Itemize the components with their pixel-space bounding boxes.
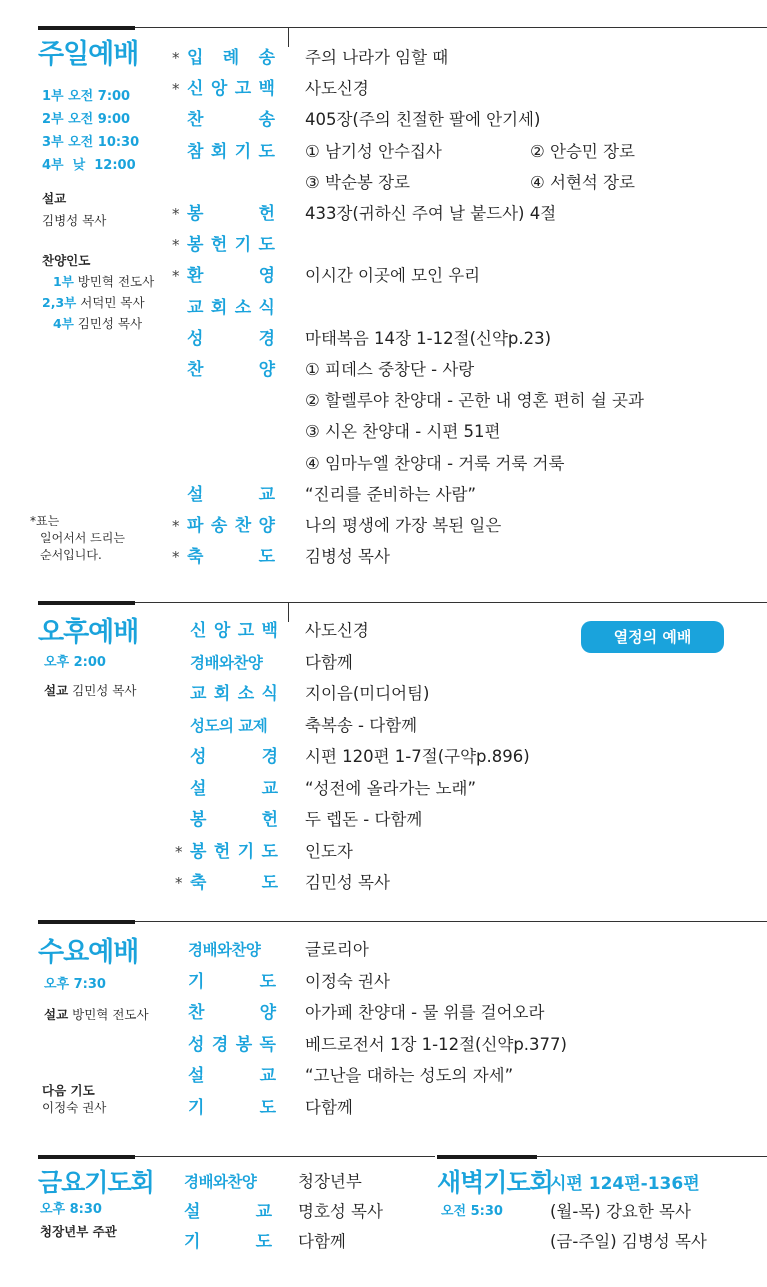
dawn-top-rule — [437, 1155, 537, 1159]
sunday-order-value: ③ 시온 찬양대 - 시편 51편 — [305, 422, 501, 442]
friday-order-label: 기 도 — [184, 1232, 272, 1252]
sunday-order-row — [0, 138, 767, 168]
friday-order-label: 경배와찬양 — [184, 1173, 257, 1191]
friday-thin-rule — [135, 1156, 435, 1157]
sunday-order-label: 봉 헌 — [187, 204, 275, 224]
wednesday-order-value: 다함께 — [305, 1097, 353, 1117]
sunday-order-value: ③ 박순봉 장로 — [305, 172, 410, 192]
sunday-order-value: ① 남기성 안수집사 — [305, 141, 442, 161]
wednesday-order-label: 설 교 — [188, 1066, 276, 1086]
afternoon-order-row — [0, 712, 767, 742]
afternoon-order-row — [0, 869, 767, 899]
next-prayer-label: 다음 기도 — [42, 1083, 95, 1098]
standing-star: * — [172, 205, 180, 223]
standing-star: * — [175, 874, 183, 892]
dawn-info — [441, 1203, 503, 1221]
wednesday-sermon-name: 방민혁 전도사 — [72, 1007, 149, 1022]
wednesday-order-row — [0, 936, 767, 966]
afternoon-order-row — [0, 743, 767, 773]
afternoon-order-value: 두 렙돈 - 다함께 — [305, 810, 423, 829]
sunday-order-label: 찬 송 — [187, 110, 275, 131]
sunday-order-value-secondary: ② 안승민 장로 — [530, 141, 635, 161]
wednesday-title: 수요예배 — [38, 937, 139, 968]
afternoon-order-row — [0, 838, 767, 868]
sunday-order-value-secondary: ④ 서현석 장로 — [530, 172, 635, 192]
sunday-order-row — [0, 44, 767, 74]
standing-star: * — [172, 517, 180, 535]
wednesday-order-label: 성 경 봉 독 — [188, 1034, 276, 1055]
sunday-order-row — [0, 387, 767, 417]
note-line: 순서입니다. — [40, 548, 102, 562]
dawn-thin-rule — [537, 1156, 767, 1157]
wednesday-thin-rule — [135, 921, 767, 922]
afternoon-time: 오후 2:00 — [44, 655, 106, 670]
wednesday-order-row — [0, 1062, 767, 1092]
sunday-order-row — [0, 356, 767, 386]
sunday-order-row — [0, 106, 767, 136]
standing-star: * — [172, 80, 180, 99]
standing-star: * — [172, 267, 180, 286]
friday-title: 금요기도회 — [38, 1168, 154, 1197]
afternoon-order-label: 경배와찬양 — [190, 653, 263, 672]
sunday-order-row — [0, 450, 767, 480]
sunday-time-2: 2부 오전 9:00 — [42, 112, 131, 127]
sunday-order-row — [0, 169, 767, 199]
afternoon-order-label: 봉 헌 — [190, 810, 278, 830]
sunday-order-row — [0, 325, 767, 355]
afternoon-order-row — [0, 806, 767, 836]
afternoon-order-label: 교 회 소 식 — [190, 684, 278, 704]
sunday-order-row — [0, 543, 767, 573]
afternoon-title: 오후예배 — [38, 617, 139, 648]
sunday-order-row — [0, 200, 767, 230]
sunday-sermon-label: 설교 — [42, 191, 67, 206]
sunday-order-value: 김병성 목사 — [305, 547, 390, 567]
wednesday-order-label: 경배와찬양 — [188, 941, 261, 959]
afternoon-order-label: 성도의 교제 — [190, 716, 268, 735]
afternoon-order-value: 지이음(미디어팀) — [305, 684, 430, 703]
friday-order-value: 명호성 목사 — [298, 1202, 383, 1221]
afternoon-order-value: 축복송 - 다함께 — [305, 715, 418, 735]
sunday-time-3: 3부 오전 10:30 — [42, 135, 140, 150]
sunday-order-label: 신 앙 고 백 — [187, 79, 275, 100]
sunday-order-row — [0, 481, 767, 511]
sunday-order-label: 축 도 — [187, 547, 275, 568]
sunday-order-label: 환 영 — [187, 266, 275, 287]
sunday-order-row — [0, 418, 767, 448]
choir-name: 서덕민 목사 — [80, 295, 145, 310]
note-star: * — [30, 514, 36, 528]
afternoon-order-row — [0, 649, 767, 679]
sunday-title: 주일예배 — [38, 39, 139, 70]
afternoon-order-row — [0, 775, 767, 805]
wednesday-time: 오후 7:30 — [44, 977, 106, 992]
sunday-order-row — [0, 512, 767, 542]
afternoon-top-rule — [38, 601, 135, 605]
afternoon-order-value: 인도자 — [305, 841, 353, 861]
choir-part: 2,3부 — [42, 295, 77, 310]
friday-order-value: 다함께 — [298, 1232, 346, 1251]
wednesday-order-row — [0, 999, 767, 1029]
wednesday-order-value: “고난을 대하는 성도의 자세” — [305, 1066, 514, 1085]
afternoon-order-value: 다함께 — [305, 652, 353, 672]
afternoon-thin-rule — [135, 602, 767, 603]
wednesday-order-label: 기 도 — [188, 1097, 276, 1118]
afternoon-order-label: 설 교 — [190, 778, 278, 799]
afternoon-order-value: “성전에 올라가는 노래” — [305, 778, 477, 798]
afternoon-order-value: 시편 120편 1-7절(구약p.896) — [305, 747, 530, 766]
wednesday-top-rule — [38, 920, 135, 924]
afternoon-order-label: 신 앙 고 백 — [190, 621, 278, 641]
next-prayer-name: 이정숙 권사 — [42, 1100, 107, 1115]
wednesday-order-value: 글로리아 — [305, 940, 369, 959]
sunday-order-value: 주의 나라가 임할 때 — [305, 48, 449, 67]
afternoon-order-label: 성 경 — [190, 747, 278, 767]
sunday-order-value: ② 할렐루야 찬양대 - 곤한 내 영혼 편히 쉴 곳과 — [305, 391, 644, 411]
afternoon-sermon-name: 김민성 목사 — [72, 683, 137, 698]
sunday-order-value: 433장(귀하신 주여 날 붙드사) 4절 — [305, 204, 557, 223]
sunday-order-value: ① 피데스 중창단 - 사랑 — [305, 360, 475, 379]
sunday-order-value: 405장(주의 친절한 팔에 안기세) — [305, 110, 541, 130]
dawn-line: (월-목) 강요한 목사 — [550, 1202, 691, 1221]
sunday-top-rule — [38, 26, 135, 30]
sunday-sermon-name: 김병성 목사 — [42, 213, 107, 228]
passion-worship-badge: 열정의 예배 — [581, 621, 724, 653]
afternoon-order-label: 축 도 — [190, 873, 278, 893]
note-line: 표는 — [36, 514, 60, 528]
sunday-order-label: 봉 헌 기 도 — [187, 235, 275, 256]
wednesday-order-value: 아가페 찬양대 - 물 위를 걸어오라 — [305, 1003, 545, 1022]
wednesday-order-row — [0, 1031, 767, 1061]
sunday-order-label: 찬 양 — [187, 360, 275, 380]
afternoon-order-value: 김민성 목사 — [305, 873, 390, 892]
dawn-line: (금-주일) 김병성 목사 — [550, 1232, 707, 1251]
choir-part: 1부 — [53, 274, 74, 289]
wednesday-order-row — [0, 968, 767, 998]
friday-host: 청장년부 주관 — [40, 1224, 117, 1239]
sunday-order-row — [0, 231, 767, 261]
afternoon-order-value: 사도신경 — [305, 621, 369, 640]
wednesday-order-value: 이정숙 권사 — [305, 971, 390, 991]
sunday-order-label: 설 교 — [187, 484, 275, 505]
sunday-order-label: 입 례 송 — [187, 48, 275, 68]
sunday-order-value: “진리를 준비하는 사람” — [305, 484, 477, 504]
wednesday-order-label: 찬 양 — [188, 1003, 276, 1023]
sunday-thin-rule — [135, 27, 767, 28]
wednesday-order-label: 기 도 — [188, 971, 276, 992]
sunday-order-row — [0, 294, 767, 324]
sunday-order-row — [0, 75, 767, 105]
sunday-order-row — [0, 262, 767, 292]
standing-star: * — [172, 49, 180, 67]
wednesday-order-value: 베드로전서 1장 1-12절(신약p.377) — [305, 1034, 567, 1054]
sunday-choir-label: 찬양인도 — [42, 253, 91, 268]
note-line: 일어서서 드리는 — [40, 531, 125, 545]
afternoon-order-row — [0, 617, 767, 647]
standing-star: * — [175, 842, 183, 861]
afternoon-order-label: 봉 헌 기 도 — [190, 841, 278, 862]
sunday-order-value: 나의 평생에 가장 복된 일은 — [305, 516, 502, 535]
wednesday-order-row — [0, 1094, 767, 1124]
friday-order-label: 설 교 — [184, 1202, 272, 1222]
dawn-time: 오전 5:30 — [441, 1204, 503, 1219]
afternoon-sermon-label: 설교 — [44, 683, 69, 698]
sunday-order-label: 성 경 — [187, 328, 275, 349]
sunday-order-value: 이시간 이곳에 모인 우리 — [305, 266, 481, 286]
sunday-time-4: 4부 낮 12:00 — [42, 158, 136, 173]
choir-name: 김민성 목사 — [77, 316, 143, 331]
sunday-order-label: 파 송 찬 양 — [187, 516, 275, 536]
dawn-scripture: 시편 124편-136편 — [550, 1174, 700, 1194]
friday-top-rule — [38, 1155, 135, 1159]
choir-part: 4부 — [53, 316, 74, 331]
sunday-time-1: 1부 오전 7:00 — [42, 89, 131, 104]
sunday-order-label: 참 회 기 도 — [187, 141, 275, 162]
sunday-order-label: 교 회 소 식 — [187, 297, 275, 318]
standing-star: * — [172, 548, 180, 567]
wednesday-sermon-label: 설교 — [44, 1007, 69, 1022]
sunday-order-value: 사도신경 — [305, 79, 369, 99]
friday-time: 오후 8:30 — [40, 1202, 102, 1217]
afternoon-order-row — [0, 680, 767, 710]
sunday-order-value: 마태복음 14장 1-12절(신약p.23) — [305, 328, 552, 348]
friday-order-value: 청장년부 — [298, 1172, 362, 1191]
dawn-title: 새벽기도회 — [437, 1168, 553, 1197]
sunday-order-value: ④ 임마누엘 찬양대 - 거룩 거룩 거룩 — [305, 453, 565, 473]
choir-name: 방민혁 전도사 — [77, 274, 155, 289]
standing-star: * — [172, 236, 180, 255]
